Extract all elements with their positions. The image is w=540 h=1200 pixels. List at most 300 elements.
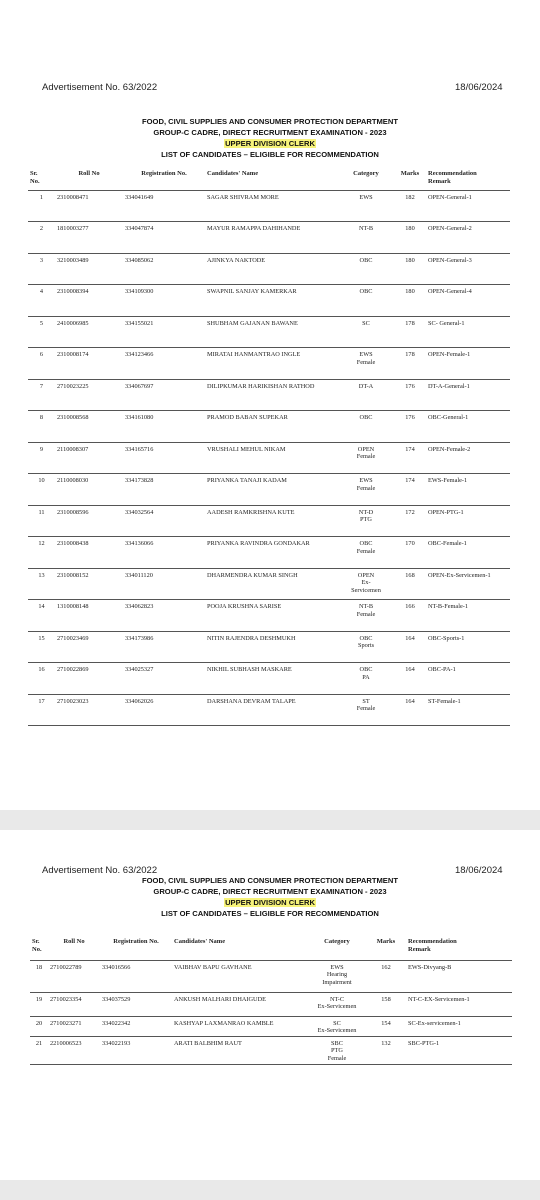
roll-no-text: 2710023271 xyxy=(50,1019,82,1027)
category-cell xyxy=(308,1016,366,1036)
candidate-name-cell xyxy=(205,411,338,443)
recommendation-remark-cell xyxy=(426,253,510,285)
roll-no-text: 2710023023 xyxy=(57,697,89,705)
table-row xyxy=(28,316,510,348)
sr-no-cell xyxy=(30,992,48,1016)
recommendation-remark-cell xyxy=(426,600,510,632)
candidate-name-cell xyxy=(205,568,338,600)
registration-no-text: 334136066 xyxy=(125,540,154,547)
table-row xyxy=(30,992,512,1016)
sr-no-cell xyxy=(28,600,55,632)
header-registration-no: Registration No. xyxy=(123,170,205,190)
sr-no-text: 1 xyxy=(39,193,44,201)
sr-no-text: 5 xyxy=(39,319,44,327)
exam-title: GROUP-C CADRE, DIRECT RECRUITMENT EXAMINATION - 2023 xyxy=(153,887,387,896)
sr-no-cell xyxy=(28,348,55,380)
category-cell xyxy=(338,222,394,254)
marks-cell xyxy=(394,505,426,537)
category-cell xyxy=(338,474,394,506)
registration-no-text: 334037529 xyxy=(102,995,131,1003)
marks-text: 132 xyxy=(381,1039,391,1047)
candidate-name-text: DILIPKUMAR HARIKISHAN RATHOD xyxy=(207,382,315,390)
registration-no-cell xyxy=(123,285,205,317)
recommendation-remark-cell xyxy=(426,348,510,380)
marks-text: 178 xyxy=(405,351,415,358)
registration-no-text: 334109300 xyxy=(125,288,154,295)
marks-cell xyxy=(394,631,426,663)
category-text: SC xyxy=(362,319,370,327)
candidate-name-cell xyxy=(205,694,338,726)
sr-no-cell xyxy=(28,285,55,317)
marks-cell xyxy=(394,442,426,474)
sr-no-cell xyxy=(28,222,55,254)
registration-no-text: 334173986 xyxy=(125,634,154,642)
post-title-highlight: UPPER DIVISION CLERK xyxy=(225,139,315,148)
category-cell xyxy=(338,348,394,380)
recommendation-remark-cell xyxy=(426,537,510,569)
advertisement-number: Advertisement No. 63/2022 xyxy=(42,865,158,876)
roll-no-cell xyxy=(55,568,123,600)
recommendation-remark-text: SC-Ex-servicemen-1 xyxy=(408,1019,461,1027)
registration-no-text: 334173828 xyxy=(125,477,154,484)
recommendation-remark-cell xyxy=(426,663,510,695)
marks-text: 180 xyxy=(405,288,415,295)
marks-text: 164 xyxy=(405,634,415,642)
category-text: EWS xyxy=(359,351,373,358)
registration-no-cell xyxy=(123,600,205,632)
category-cell xyxy=(338,411,394,443)
category-text: Female xyxy=(356,705,376,712)
sr-no-text: 3 xyxy=(39,256,44,264)
candidate-name-cell xyxy=(172,1016,308,1036)
recommendation-remark-cell xyxy=(426,568,510,600)
sr-no-text: 4 xyxy=(39,288,44,295)
marks-cell xyxy=(366,1016,406,1036)
post-title xyxy=(0,897,540,908)
marks-text: 164 xyxy=(405,697,415,705)
recommendation-remark-cell xyxy=(426,379,510,411)
document-heading xyxy=(0,875,540,919)
table-row xyxy=(28,442,510,474)
category-cell xyxy=(308,960,366,992)
category-cell xyxy=(338,190,394,222)
table-row xyxy=(28,190,510,222)
candidate-name-cell xyxy=(205,600,338,632)
roll-no-text: 1810003277 xyxy=(57,225,89,232)
recommendation-remark-cell xyxy=(426,411,510,443)
registration-no-text: 334016566 xyxy=(102,963,131,971)
category-text: OPEN xyxy=(357,571,375,579)
category-text: Impairment xyxy=(322,978,352,986)
candidate-name-text: SHUBHAM GAJANAN BAWANE xyxy=(207,319,298,327)
category-text: EWS xyxy=(359,477,373,484)
category-text: OBC xyxy=(359,666,373,673)
roll-no-cell xyxy=(55,505,123,537)
candidate-name-text: SWAPNIL SANJAY KAMERKAR xyxy=(207,288,297,295)
category-text: Ex- xyxy=(361,579,371,586)
category-text: OPEN xyxy=(357,445,375,453)
table-row xyxy=(28,537,510,569)
candidate-name-text: PRIYANKA RAVINDRA GONDAKAR xyxy=(207,540,310,547)
candidate-name-cell xyxy=(205,537,338,569)
candidate-name-cell xyxy=(205,285,338,317)
table-row xyxy=(28,253,510,285)
roll-no-text: 2110008307 xyxy=(57,445,89,453)
category-cell xyxy=(338,568,394,600)
recommendation-remark-text: OBC-General-1 xyxy=(428,414,469,421)
candidate-name-text: PRAMOD BABAN SUPEKAR xyxy=(207,414,288,421)
registration-no-cell xyxy=(100,960,172,992)
header-roll-no: Roll No xyxy=(48,938,100,960)
table-row xyxy=(28,505,510,537)
sr-no-cell xyxy=(28,568,55,600)
recommendation-remark-text: OBC-Sports-1 xyxy=(428,634,465,642)
sr-no-text: 8 xyxy=(39,414,44,421)
recommendation-remark-text: OPEN-General-4 xyxy=(428,288,472,295)
candidate-name-text: ARATI BALBHIM RAUT xyxy=(174,1039,242,1047)
table-row xyxy=(28,600,510,632)
category-text: SBC xyxy=(331,1039,343,1047)
table-row xyxy=(28,222,510,254)
roll-no-cell xyxy=(55,411,123,443)
recommendation-remark-text: OBC-Female-1 xyxy=(428,540,467,547)
candidate-name-text: KASHYAP LAXMANRAO KAMBLE xyxy=(174,1019,274,1027)
recommendation-remark-text: EWS-Divyang-B xyxy=(408,963,452,971)
recommendation-remark-text: ST-Female-1 xyxy=(428,697,461,705)
table-row xyxy=(28,411,510,443)
sr-no-cell xyxy=(28,694,55,726)
marks-cell xyxy=(394,285,426,317)
document-date: 18/06/2024 xyxy=(455,865,503,876)
marks-text: 180 xyxy=(405,256,415,264)
header-marks: Marks xyxy=(394,170,426,190)
marks-text: 182 xyxy=(405,193,415,201)
category-text: OBC xyxy=(359,414,373,421)
category-text: OBC xyxy=(359,256,373,264)
table-header-row xyxy=(30,938,512,960)
candidate-name-cell xyxy=(205,190,338,222)
category-cell xyxy=(308,1036,366,1064)
category-text: Sports xyxy=(357,642,375,649)
marks-cell xyxy=(366,992,406,1016)
recommendation-remark-text: OPEN-Female-1 xyxy=(428,351,471,358)
sr-no-cell xyxy=(28,474,55,506)
roll-no-text: 2210006523 xyxy=(50,1039,82,1047)
candidate-name-cell xyxy=(205,474,338,506)
roll-no-cell xyxy=(55,222,123,254)
sr-no-cell xyxy=(28,411,55,443)
sr-no-cell xyxy=(30,1036,48,1064)
sr-no-text: 7 xyxy=(39,382,44,390)
registration-no-cell xyxy=(100,992,172,1016)
candidate-name-text: POOJA KRUSHNA SARISE xyxy=(207,603,282,610)
recommendation-remark-cell xyxy=(406,1016,512,1036)
roll-no-cell xyxy=(55,253,123,285)
candidate-name-text: ANKUSH MALHARI DHAIGUDE xyxy=(174,995,266,1003)
marks-cell xyxy=(366,960,406,992)
roll-no-cell xyxy=(55,379,123,411)
category-text: PTG xyxy=(331,1047,343,1054)
recommendation-remark-cell xyxy=(426,285,510,317)
post-title xyxy=(0,138,540,149)
category-cell xyxy=(338,505,394,537)
sr-no-cell xyxy=(28,253,55,285)
recommendation-remark-text: OPEN-Ex-Servicemen-1 xyxy=(428,571,491,579)
category-text: NT-D xyxy=(358,508,374,516)
registration-no-cell xyxy=(123,663,205,695)
table-row xyxy=(28,348,510,380)
marks-cell xyxy=(394,316,426,348)
header-sr-no: Sr. No. xyxy=(28,170,55,190)
registration-no-cell xyxy=(123,568,205,600)
roll-no-text: 2410006985 xyxy=(57,319,89,327)
sr-no-text: 18 xyxy=(35,963,43,971)
roll-no-cell xyxy=(55,442,123,474)
roll-no-cell xyxy=(48,1036,100,1064)
category-cell xyxy=(308,992,366,1016)
candidate-name-text: SAGAR SHIVRAM MORE xyxy=(207,193,279,201)
marks-cell xyxy=(394,474,426,506)
category-text: Ex-Servicemen xyxy=(317,1003,357,1010)
candidates-table-continued xyxy=(30,938,512,1065)
sr-no-text: 16 xyxy=(38,666,45,673)
header-category: Category xyxy=(308,938,366,960)
sr-no-cell xyxy=(28,505,55,537)
recommendation-remark-text: OPEN-General-1 xyxy=(428,193,472,201)
header-candidate-name: Candidates' Name xyxy=(172,938,308,960)
header-sr-no: Sr. No. xyxy=(30,938,48,960)
recommendation-remark-text: OPEN-Female-2 xyxy=(428,445,471,453)
header-candidate-name: Candidates' Name xyxy=(205,170,338,190)
candidate-name-text: NIKHIL SUBHASH MASKARE xyxy=(207,666,292,673)
table-row xyxy=(28,694,510,726)
roll-no-cell xyxy=(48,992,100,1016)
sr-no-text: 11 xyxy=(38,508,45,516)
department-title: FOOD, CIVIL SUPPLIES AND CONSUMER PROTECTION DEPARTMENT xyxy=(142,117,398,126)
marks-cell xyxy=(394,568,426,600)
sr-no-cell xyxy=(28,442,55,474)
registration-no-text: 334062823 xyxy=(125,603,154,610)
registration-no-text: 334025327 xyxy=(125,666,154,673)
post-title-highlight: UPPER DIVISION CLERK xyxy=(225,898,315,907)
recommendation-remark-text: EWS-Female-1 xyxy=(428,477,468,484)
registration-no-cell xyxy=(100,1016,172,1036)
table-row xyxy=(28,285,510,317)
roll-no-cell xyxy=(48,1016,100,1036)
exam-title: GROUP-C CADRE, DIRECT RECRUITMENT EXAMINATION - 2023 xyxy=(153,128,387,137)
sr-no-text: 10 xyxy=(38,477,45,484)
marks-text: 174 xyxy=(405,477,415,484)
marks-cell xyxy=(394,253,426,285)
category-text: OBC xyxy=(359,540,373,547)
roll-no-text: 2310008471 xyxy=(57,193,89,201)
registration-no-cell xyxy=(123,316,205,348)
candidate-name-cell xyxy=(205,253,338,285)
header-recommendation-remark: Recommendation Remark xyxy=(406,938,512,960)
sr-no-text: 12 xyxy=(38,540,45,547)
registration-no-text: 334165716 xyxy=(125,445,154,453)
document-date: 18/06/2024 xyxy=(455,82,503,93)
roll-no-text: 2710023354 xyxy=(50,995,82,1003)
sr-no-text: 19 xyxy=(35,995,43,1003)
header-roll-no: Roll No xyxy=(55,170,123,190)
sr-no-text: 9 xyxy=(39,445,44,453)
marks-cell xyxy=(394,222,426,254)
recommendation-remark-text: NT-B-Female-1 xyxy=(428,603,468,610)
category-text: Female xyxy=(356,610,376,618)
marks-cell xyxy=(394,190,426,222)
sr-no-cell xyxy=(28,379,55,411)
candidate-name-cell xyxy=(205,348,338,380)
category-cell xyxy=(338,316,394,348)
marks-text: 162 xyxy=(381,963,391,971)
category-text: NT-B xyxy=(358,603,374,610)
table-header-row xyxy=(28,170,510,190)
table-row xyxy=(30,1016,512,1036)
header-registration-no: Registration No. xyxy=(100,938,172,960)
registration-no-cell xyxy=(123,253,205,285)
roll-no-text: 1310008148 xyxy=(57,603,89,610)
category-text: PA xyxy=(362,673,370,681)
candidate-name-text: PRIYANKA TANAJI KADAM xyxy=(207,477,287,484)
candidate-name-text: AADESH RAMKRISHNA KUTE xyxy=(207,508,295,516)
department-title: FOOD, CIVIL SUPPLIES AND CONSUMER PROTECTION DEPARTMENT xyxy=(142,876,398,885)
marks-cell xyxy=(394,379,426,411)
candidate-name-cell xyxy=(172,1036,308,1064)
registration-no-text: 334022342 xyxy=(102,1019,131,1027)
sr-no-cell xyxy=(28,190,55,222)
recommendation-remark-cell xyxy=(406,1036,512,1064)
category-cell xyxy=(338,631,394,663)
recommendation-remark-cell xyxy=(426,190,510,222)
candidate-name-cell xyxy=(205,663,338,695)
sr-no-cell xyxy=(30,1016,48,1036)
sr-no-text: 14 xyxy=(38,603,45,610)
list-title: LIST OF CANDIDATES – ELIGIBLE FOR RECOMMENDATION xyxy=(161,150,379,159)
candidates-table xyxy=(28,170,510,726)
registration-no-text: 334062026 xyxy=(125,697,154,705)
roll-no-cell xyxy=(55,663,123,695)
candidate-name-cell xyxy=(172,992,308,1016)
registration-no-cell xyxy=(123,411,205,443)
category-cell xyxy=(338,663,394,695)
candidate-name-cell xyxy=(205,442,338,474)
category-text: Female xyxy=(356,484,376,492)
candidate-name-text: VAIBHAV BAPU GAVHANE xyxy=(174,963,252,971)
roll-no-cell xyxy=(55,537,123,569)
marks-cell xyxy=(394,411,426,443)
registration-no-cell xyxy=(123,442,205,474)
header-category: Category xyxy=(338,170,394,190)
marks-text: 174 xyxy=(405,445,415,453)
category-cell xyxy=(338,253,394,285)
sr-no-text: 20 xyxy=(35,1019,43,1027)
recommendation-remark-cell xyxy=(406,992,512,1016)
category-cell xyxy=(338,600,394,632)
category-text: Ex-Servicemen xyxy=(317,1027,357,1034)
roll-no-text: 2710022869 xyxy=(57,666,89,673)
recommendation-remark-text: SBC-PTG-1 xyxy=(408,1039,440,1047)
table-row xyxy=(30,960,512,992)
registration-no-text: 334047874 xyxy=(125,225,154,232)
candidate-name-cell xyxy=(172,960,308,992)
category-text: SC xyxy=(333,1019,341,1027)
marks-text: 154 xyxy=(381,1019,391,1027)
roll-no-text: 2310008174 xyxy=(57,351,89,358)
registration-no-cell xyxy=(123,222,205,254)
table-row xyxy=(30,1036,512,1064)
marks-cell xyxy=(394,694,426,726)
category-cell xyxy=(338,285,394,317)
recommendation-remark-cell xyxy=(426,316,510,348)
recommendation-remark-cell xyxy=(426,694,510,726)
registration-no-text: 334041649 xyxy=(125,193,154,201)
advertisement-number: Advertisement No. 63/2022 xyxy=(42,82,158,93)
category-text: EWS xyxy=(359,193,373,201)
candidate-name-cell xyxy=(205,631,338,663)
recommendation-remark-text: OPEN-General-3 xyxy=(428,256,472,264)
registration-no-cell xyxy=(100,1036,172,1064)
recommendation-remark-cell xyxy=(426,222,510,254)
category-text: PTG xyxy=(360,516,372,523)
registration-no-text: 334155021 xyxy=(125,319,154,327)
recommendation-remark-text: OPEN-General-2 xyxy=(428,225,472,232)
category-text: Hearing xyxy=(326,971,348,978)
recommendation-remark-text: OPEN-PTG-1 xyxy=(428,508,464,516)
registration-no-cell xyxy=(123,537,205,569)
roll-no-cell xyxy=(55,631,123,663)
category-text: Female xyxy=(356,547,376,555)
registration-no-cell xyxy=(123,505,205,537)
recommendation-remark-text: OBC-PA-1 xyxy=(428,666,456,673)
category-cell xyxy=(338,537,394,569)
roll-no-cell xyxy=(55,190,123,222)
marks-text: 172 xyxy=(405,508,415,516)
candidate-name-text: NITIN RAJENDRA DESHMUKH xyxy=(207,634,296,642)
roll-no-text: 2710023469 xyxy=(57,634,89,642)
roll-no-cell xyxy=(55,285,123,317)
sr-no-text: 6 xyxy=(39,351,44,358)
category-text: Female xyxy=(327,1054,347,1062)
registration-no-text: 334011120 xyxy=(125,571,153,579)
sr-no-cell xyxy=(28,537,55,569)
candidate-name-text: DHARMENDRA KUMAR SINGH xyxy=(207,571,298,579)
recommendation-remark-cell xyxy=(406,960,512,992)
marks-text: 170 xyxy=(405,540,415,547)
category-text: DT-A xyxy=(358,382,374,390)
marks-text: 164 xyxy=(405,666,415,673)
category-cell xyxy=(338,379,394,411)
category-text: Female xyxy=(356,453,376,460)
marks-text: 158 xyxy=(381,995,391,1003)
registration-no-text: 334161080 xyxy=(125,414,154,421)
candidate-name-text: DARSHANA DEVRAM TALAPE xyxy=(207,697,296,705)
sr-no-text: 21 xyxy=(35,1039,43,1047)
category-text: Female xyxy=(356,358,376,366)
category-cell xyxy=(338,694,394,726)
roll-no-text: 2310008438 xyxy=(57,540,89,547)
roll-no-cell xyxy=(55,348,123,380)
marks-cell xyxy=(394,600,426,632)
marks-text: 166 xyxy=(405,603,415,610)
table-row xyxy=(28,474,510,506)
category-cell xyxy=(338,442,394,474)
marks-text: 178 xyxy=(405,319,415,327)
recommendation-remark-text: SC- General-1 xyxy=(428,319,465,327)
roll-no-text: 2710023225 xyxy=(57,382,89,390)
recommendation-remark-text: NT-C-EX-Servicemen-1 xyxy=(408,995,470,1003)
candidate-name-cell xyxy=(205,379,338,411)
